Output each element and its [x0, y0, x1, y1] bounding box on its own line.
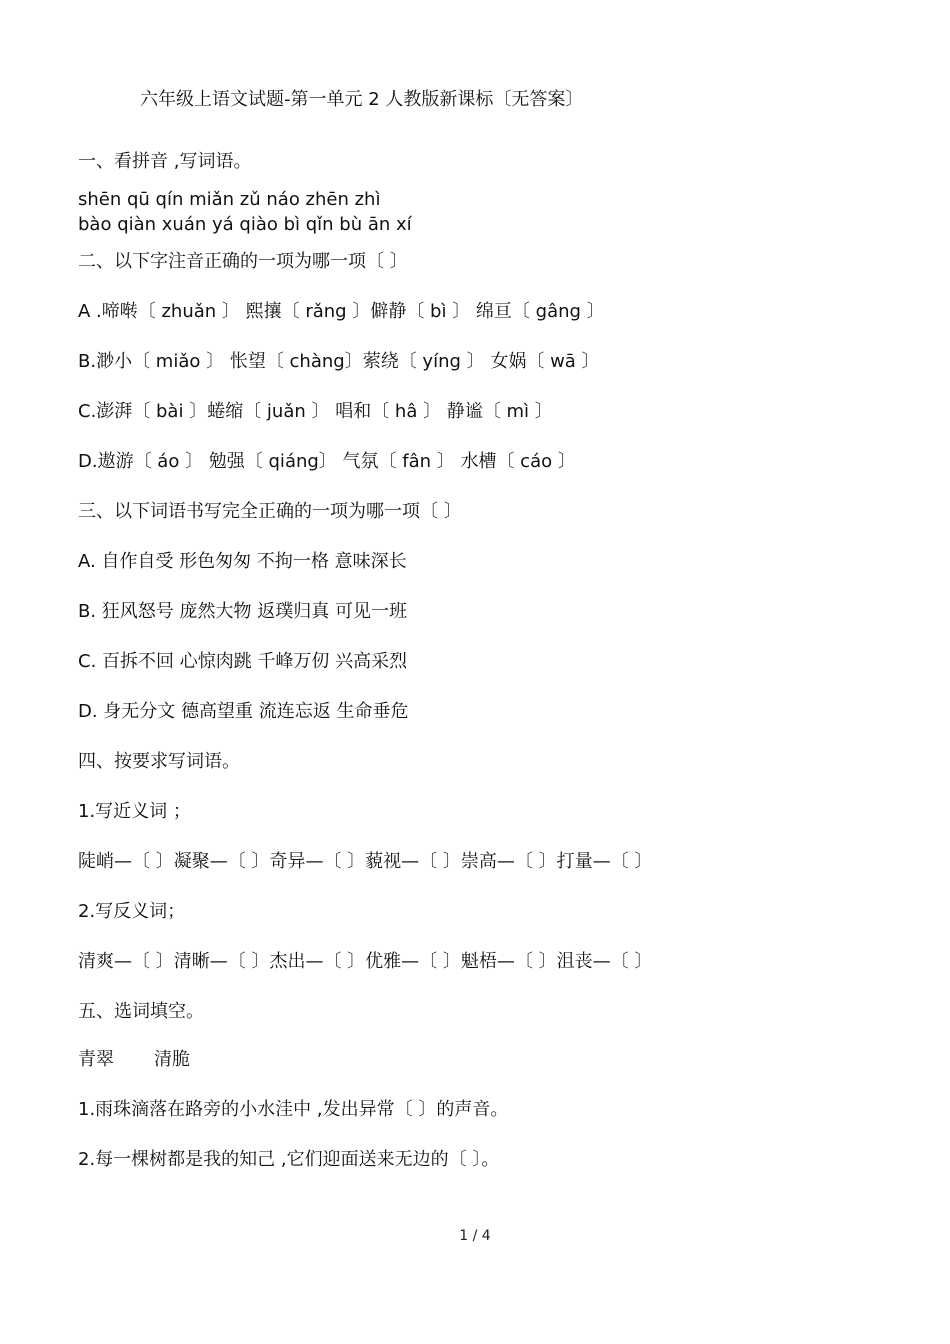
section5-question-2: 2.每一棵树都是我的知己 ,它们迎面送来无边的〔 〕。 — [78, 1149, 500, 1170]
section3-option-a: A. 自作自受 形色匆匆 不拘一格 意味深长 — [78, 551, 407, 572]
section3-option-c: C. 百拆不回 心惊肉跳 千峰万仞 兴高采烈 — [78, 651, 408, 672]
section5-heading: 五、选词填空。 — [78, 1001, 204, 1022]
section2-option-b: B.渺小〔 miǎo 〕 怅望〔 chàng〕萦绕〔 yíng 〕 女娲〔 wā 〕 — [78, 351, 600, 372]
section3-option-d: D. 身无分文 德高望重 流连忘返 生命垂危 — [78, 701, 409, 722]
section2-heading: 二、以下字注音正确的一项为哪一项〔 〕 — [78, 251, 408, 272]
section5-question-1: 1.雨珠滴落在路旁的小水洼中 ,发出异常〔 〕的声音。 — [78, 1099, 509, 1120]
word-choices — [78, 1048, 190, 1072]
antonym-label: 2.写反义词； — [78, 901, 186, 922]
pinyin-line-2: bào qiàn xuán yá qiào bì qǐn bù ān xí — [78, 214, 412, 235]
section1-heading: 一、看拼音 ,写词语。 — [78, 151, 252, 172]
section3-heading: 三、以下词语书写完全正确的一项为哪一项〔 〕 — [78, 501, 462, 522]
antonym-items: 清爽—〔 〕清晰—〔 〕杰出—〔 〕优雅—〔 〕魁梧—〔 〕沮丧—〔 〕 — [78, 951, 653, 972]
synonym-label: 1.写近义词 ； — [78, 801, 191, 822]
pinyin-line-1: shēn qū qín miǎn zǔ náo zhēn zhì — [78, 189, 381, 210]
section2-option-c: C.澎湃〔 bài 〕蜷缩〔 juǎn 〕 唱和〔 hâ 〕 静谧〔 mì 〕 — [78, 401, 553, 422]
synonym-items: 陡峭—〔 〕凝聚—〔 〕奇异—〔 〕藐视—〔 〕崇高—〔 〕打量—〔 〕 — [78, 851, 653, 872]
section3-option-b: B. 狂风怒号 庞然大物 返璞归真 可见一班 — [78, 601, 407, 622]
word-choice-2: 清脆 — [154, 1049, 190, 1070]
word-choice-1: 青翠 — [78, 1049, 114, 1070]
section4-heading: 四、按要求写词语。 — [78, 751, 240, 772]
section2-option-a: A .啼啭〔 zhuǎn 〕 熙攘〔 rǎng 〕僻静〔 bì 〕 绵亘〔 gâng 〕 — [78, 301, 605, 322]
document-title: 六年级上语文试题-第一单元 2 人教版新课标〔无答案〕 — [140, 89, 584, 110]
page-number: 1 / 4 — [459, 1228, 491, 1244]
section2-option-d: D.遨游〔 áo 〕 勉强〔 qiáng〕 气氛〔 fân 〕 水槽〔 cáo 〕 — [78, 451, 576, 472]
